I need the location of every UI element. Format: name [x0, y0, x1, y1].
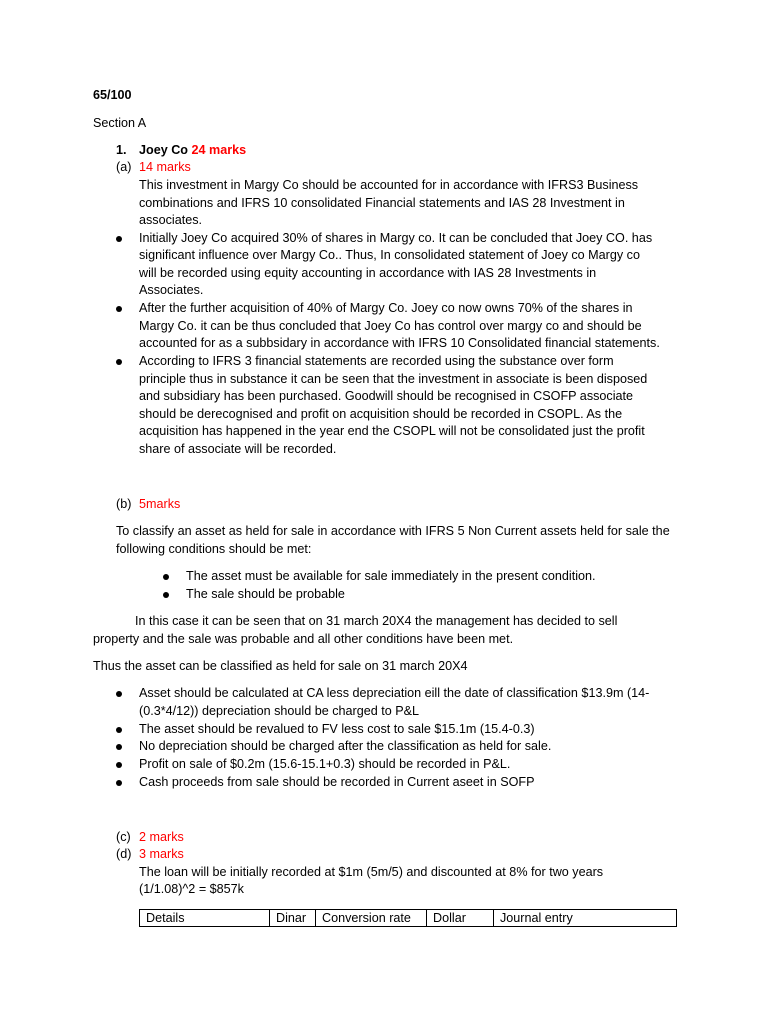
part-a-bullet-line: acquisition has happened in the year end the CSOPL will not be consolidated just the profit	[139, 424, 645, 438]
bullet-marker	[116, 236, 122, 242]
score: 65/100	[93, 88, 132, 102]
part-a-intro-line: combinations and IFRS 10 consolidated Financial statements and IAS 28 Investment in	[139, 196, 625, 210]
part-d-label: (d)	[116, 847, 132, 861]
part-a-bullet-line: share of associate will be recorded.	[139, 442, 337, 456]
part-c-label: (c)	[116, 830, 131, 844]
part-a-bullet-line: will be recorded using equity accounting in accordance with IAS 28 Investments in	[139, 266, 597, 280]
question-title: Joey Co	[139, 143, 188, 157]
part-a-bullet-line: and subsidiary has been purchased. Goodwill should be recognised in CSOFP associate	[139, 389, 634, 403]
bullet-marker	[116, 744, 122, 750]
table-header-row	[140, 910, 677, 927]
bullet-marker	[116, 727, 122, 733]
part-a-bullet-line: Initially Joey Co acquired 30% of shares in Margy co. It can be concluded that Joey CO. has	[139, 231, 653, 245]
question-title-line	[139, 142, 246, 159]
part-b-bullet-line: Cash proceeds from sale should be recorded in Current aseet in SOFP	[139, 775, 535, 789]
table-header-cell: Journal entry	[494, 910, 677, 927]
part-a-bullet-line: According to IFRS 3 financial statements are recorded using the substance over form	[139, 354, 614, 368]
part-b-marks: 5marks	[139, 497, 181, 511]
part-d-text-line: The loan will be initially recorded at $1m (5m/5) and discounted at 8% for two years	[139, 865, 604, 879]
part-b-bullet-line: Asset should be calculated at CA less depreciation eill the date of classification $13.9m (14-	[139, 686, 650, 700]
bullet-marker	[116, 762, 122, 768]
bullet-marker	[116, 780, 122, 786]
part-a-label: (a)	[116, 160, 132, 174]
part-a-bullet-line: accounted for as a subbsidary in accordance with IFRS 10 Consolidated financial statements.	[139, 336, 660, 350]
journal-table	[139, 909, 677, 927]
bullet-marker	[116, 691, 122, 697]
table-header-cell: Dinar	[270, 910, 316, 927]
part-a-bullet-line: significant influence over Margy Co.. Thus, In consolidated statement of Joey co Margy co	[139, 248, 640, 262]
condition-item: The asset must be available for sale immediately in the present condition.	[186, 569, 596, 583]
part-d-marks: 3 marks	[139, 847, 184, 861]
part-a-intro-line: associates.	[139, 213, 202, 227]
part-b-bullet-line: Profit on sale of $0.2m (15.6-15.1+0.3) should be recorded in P&L.	[139, 757, 511, 771]
part-b-bullet-line: The asset should be revalued to FV less cost to sale $15.1m (15.4-0.3)	[139, 722, 535, 736]
question-number: 1.	[116, 143, 127, 157]
part-b-para-line: In this case it can be seen that on 31 march 20X4 the management has decided to sell	[135, 614, 618, 628]
part-d-text-line: (1/1.08)^2 = $857k	[139, 882, 244, 896]
section-heading: Section A	[93, 116, 147, 130]
bullet-marker	[163, 592, 169, 598]
part-b-intro-line: To classify an asset as held for sale in accordance with IFRS 5 Non Current assets held for sale the	[116, 524, 670, 538]
part-a-bullet-line: After the further acquisition of 40% of Margy Co. Joey co now owns 70% of the shares in	[139, 301, 633, 315]
table-header-cell: Details	[140, 910, 270, 927]
part-b-bullet-line: (0.3*4/12)) depreciation should be charged to P&L	[139, 704, 420, 718]
table-header-cell: Dollar	[427, 910, 494, 927]
part-a-intro-line: This investment in Margy Co should be accounted for in accordance with IFRS3 Business	[139, 178, 639, 192]
part-b-bullet-line: No depreciation should be charged after the classification as held for sale.	[139, 739, 552, 753]
part-a-bullet-line: principle thus in substance it can be seen that the investment in associate is been disposed	[139, 372, 648, 386]
bullet-marker	[116, 306, 122, 312]
part-a-marks: 14 marks	[139, 160, 191, 174]
part-b-para-line: property and the sale was probable and all other conditions have been met.	[93, 632, 514, 646]
bullet-marker	[163, 574, 169, 580]
part-a-bullet-line: should be derecognised and profit on acquisition should be recorded in CSOPL. As the	[139, 407, 623, 421]
table-header-cell: Conversion rate	[316, 910, 427, 927]
bullet-marker	[116, 359, 122, 365]
condition-item: The sale should be probable	[186, 587, 345, 601]
part-a-bullet-line: Associates.	[139, 283, 204, 297]
part-b-conclusion: Thus the asset can be classified as held for sale on 31 march 20X4	[93, 659, 468, 673]
part-b-label: (b)	[116, 497, 132, 511]
part-b-intro-line: following conditions should be met:	[116, 542, 312, 556]
part-a-bullet-line: Margy Co. it can be thus concluded that Joey Co has control over margy co and should be	[139, 319, 642, 333]
question-marks: 24 marks	[191, 143, 247, 157]
part-c-marks: 2 marks	[139, 830, 184, 844]
